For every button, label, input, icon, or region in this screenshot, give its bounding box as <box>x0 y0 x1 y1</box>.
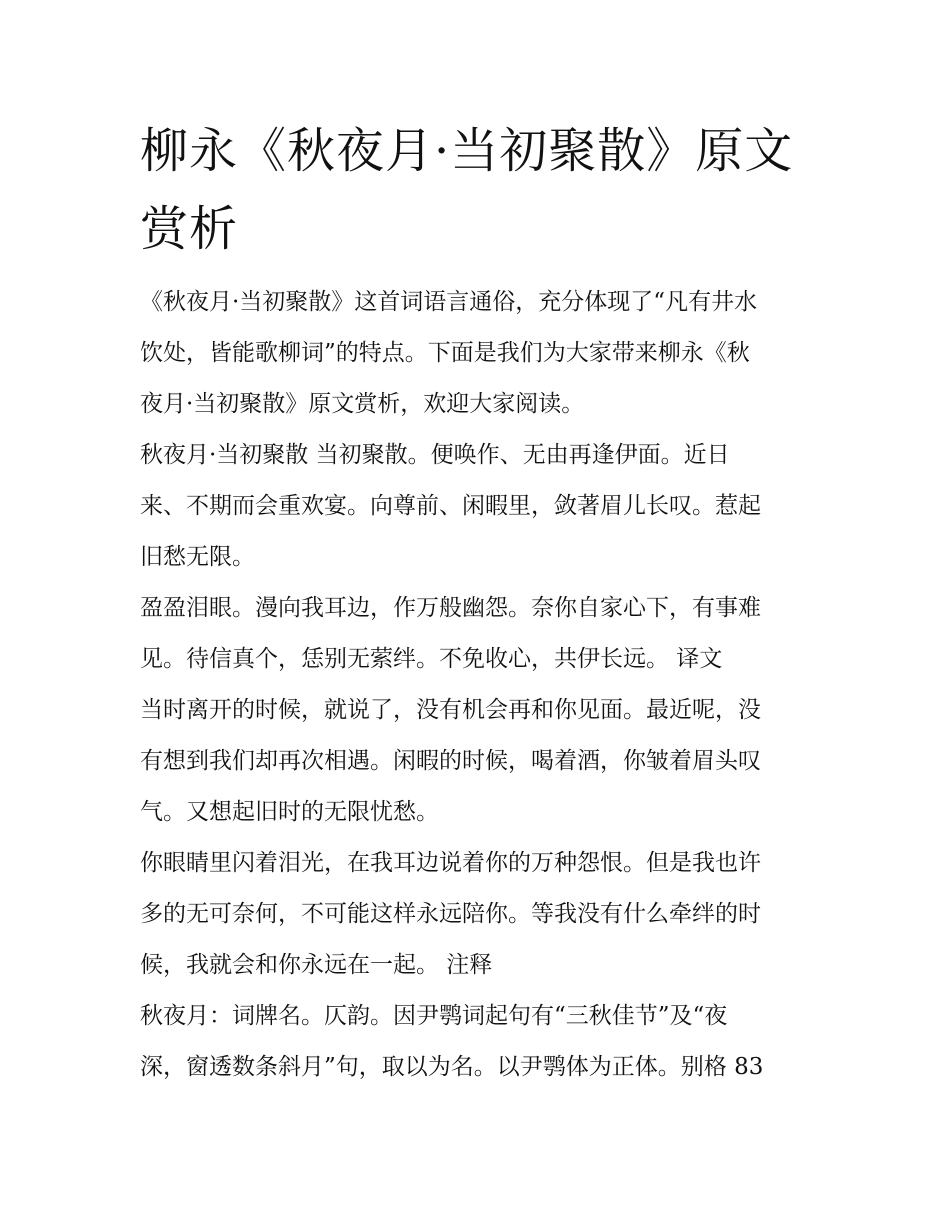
body-line: 饮处，皆能歌柳词”的特点。下面是我们为大家带来柳永《秋 <box>140 340 750 366</box>
document-title: 柳永《秋夜月·当初聚散》原文赏析 <box>140 123 794 257</box>
document-body <box>140 280 820 1096</box>
body-line: 旧愁无限。 <box>140 544 255 570</box>
body-line: 当时离开的时候，就说了，没有机会再和你见面。最近呢，没 <box>140 697 761 723</box>
body-line: 气。又想起旧时的无限忧愁。 <box>140 799 439 825</box>
body-line: 《秋夜月·当初聚散》这首词语言通俗，充分体现了“凡有井水 <box>140 289 758 315</box>
body-line: 来、不期而会重欢宴。向尊前、闲暇里，敛著眉儿长叹。惹起 <box>140 493 761 519</box>
body-line: 见。待信真个，恁别无萦绊。不免收心，共伊长远。 译文 <box>140 646 723 672</box>
body-line: 秋夜月·当初聚散 当初聚散。便唤作、无由再逢伊面。近日 <box>140 442 730 468</box>
body-line: 秋夜月：词牌名。仄韵。因尹鹗词起句有“三秋佳节”及“夜 <box>140 1003 728 1029</box>
body-line: 候，我就会和你永远在一起。 注释 <box>140 952 493 978</box>
body-line: 深，窗透数条斜月”句，取以为名。以尹鹗体为正体。别格 83 <box>140 1054 764 1080</box>
body-line: 有想到我们却再次相遇。闲暇的时候，喝着酒，你皱着眉头叹 <box>140 748 761 774</box>
body-line: 多的无可奈何，不可能这样永远陪你。等我没有什么牵绊的时 <box>140 901 761 927</box>
body-line: 你眼睛里闪着泪光，在我耳边说着你的万种怨恨。但是我也许 <box>140 850 761 876</box>
body-line: 夜月·当初聚散》原文赏析，欢迎大家阅读。 <box>140 391 585 417</box>
body-line: 盈盈泪眼。漫向我耳边，作万般幽怨。奈你自家心下，有事难 <box>140 595 761 621</box>
